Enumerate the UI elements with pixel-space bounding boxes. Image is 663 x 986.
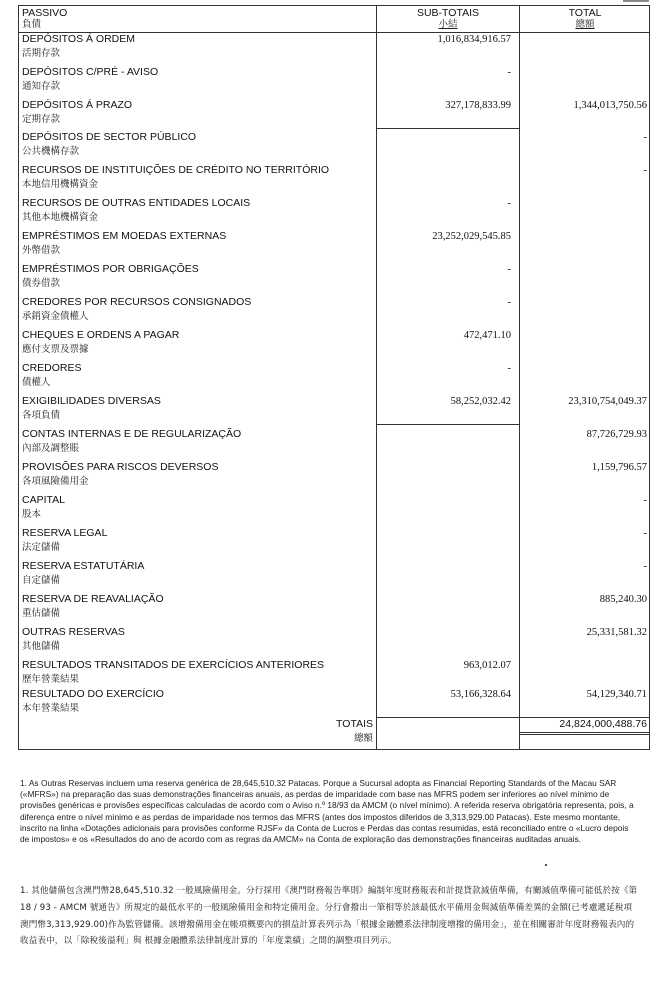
table-header bbox=[19, 6, 649, 33]
table-row bbox=[19, 427, 649, 460]
row-label-pt: RESERVA DE REAVALIAÇÃO bbox=[22, 593, 164, 605]
row-subtotal: - bbox=[507, 264, 511, 275]
table-row bbox=[19, 460, 649, 493]
row-label-zh: 自定儲備 bbox=[22, 575, 61, 586]
row-label-pt: RESERVA LEGAL bbox=[22, 527, 108, 539]
row-subtotal: - bbox=[507, 363, 511, 374]
row-label-pt: RECURSOS DE INSTITUIÇÕES DE CRÉDITO NO TERRITÓRIO bbox=[22, 164, 330, 176]
row-label-zh: 其他儲備 bbox=[22, 641, 61, 652]
table-row bbox=[19, 328, 649, 361]
table-row bbox=[19, 592, 649, 625]
row-label-zh: 通知存款 bbox=[22, 81, 61, 92]
subtotal-separator bbox=[376, 424, 520, 425]
row-label-zh: 各項風險備用金 bbox=[22, 476, 89, 487]
row-total: 1,344,013,750.56 bbox=[573, 100, 647, 111]
row-subtotal: 23,252,029,545.85 bbox=[432, 231, 511, 242]
table-row bbox=[19, 196, 649, 229]
row-label-zh: 法定儲備 bbox=[22, 542, 61, 553]
row-total: 87,726,729.93 bbox=[586, 429, 647, 440]
row-total: - bbox=[643, 528, 647, 539]
row-label-zh: 股本 bbox=[22, 509, 42, 520]
row-label-pt: EMPRÉSTIMOS EM MOEDAS EXTERNAS bbox=[22, 230, 227, 242]
row-subtotal: 1,016,834,916.57 bbox=[437, 34, 511, 45]
table-row bbox=[19, 32, 649, 65]
row-total: 23,310,754,049.37 bbox=[568, 396, 647, 407]
table-row bbox=[19, 559, 649, 592]
row-total: - bbox=[643, 132, 647, 143]
table-row bbox=[19, 687, 649, 720]
row-label-pt: RESERVA ESTATUTÁRIA bbox=[22, 560, 145, 572]
row-label-pt: DEPÓSITOS Á ORDEM bbox=[22, 33, 135, 45]
row-label-pt: DEPÓSITOS C/PRÉ - AVISO bbox=[22, 66, 159, 78]
row-label-pt: CREDORES bbox=[22, 362, 82, 374]
row-label-zh: 應付支票及票據 bbox=[22, 344, 89, 355]
row-label-pt: CAPITAL bbox=[22, 494, 65, 506]
row-label-pt: DEPÓSITOS Á PRAZO bbox=[22, 99, 133, 111]
totals-value: 24,824,000,488.76 bbox=[559, 718, 647, 730]
row-total: - bbox=[643, 165, 647, 176]
header-label bbox=[22, 7, 67, 31]
table-row bbox=[19, 130, 649, 163]
row-label-zh: 公共機構存款 bbox=[22, 146, 80, 157]
row-total: 54,129,340.71 bbox=[586, 689, 647, 700]
row-label-zh: 外幣借款 bbox=[22, 245, 61, 256]
row-label-pt: CONTAS INTERNAS E DE REGULARIZAÇÃO bbox=[22, 428, 242, 440]
row-label-pt: CREDORES POR RECURSOS CONSIGNADOS bbox=[22, 296, 252, 308]
row-label-pt: EMPRÉSTIMOS POR OBRIGAÇÕES bbox=[22, 263, 199, 275]
header-total bbox=[520, 7, 650, 31]
table-row bbox=[19, 625, 649, 658]
header-total-zh: 總額 bbox=[575, 19, 595, 30]
row-subtotal: 327,178,833.99 bbox=[445, 100, 511, 111]
row-subtotal: 963,012.07 bbox=[463, 660, 511, 671]
row-label-zh: 各項負債 bbox=[22, 410, 61, 421]
row-label-zh: 本地信用機構資金 bbox=[22, 179, 99, 190]
row-subtotal: 58,252,032.42 bbox=[450, 396, 511, 407]
row-label-pt: EXIGIBILIDADES DIVERSAS bbox=[22, 395, 161, 407]
row-total: 25,331,581.32 bbox=[586, 627, 647, 638]
header-subtotals-zh: 小結 bbox=[438, 19, 458, 30]
row-label-zh: 內部及調整賬 bbox=[22, 443, 80, 454]
footnote-zh: 1. 其他儲備包含澳門幣28,645,510.32 一般風險備用金。分行採用《澳門財務報告準則》編制年度財務報表和計提貸款減值準備，有關減值準備可能低於按《第18 / 93 - AMCM 號通告》所規定的最低水平的一般風險備用金和特定備用金。分行會撥出一筆相等於該最低水平備用金與減值準備差異的金額(已考慮遞延稅項澳門幣3,313,929.00)作為監管儲備。該增撥備用金在帳項概要內的損益計算表列示為「根據金融體系法律制度增撥的備用金」，並在相關審計年度財務報表內的收益表中，以「除稅後溢利」與 根據金融體系法律制度計算的「年度業績」之間的調整項目列示。 bbox=[20, 886, 638, 947]
row-label-zh: 本年營業結果 bbox=[22, 703, 80, 714]
row-label-pt: RECURSOS DE OUTRAS ENTIDADES LOCAIS bbox=[22, 197, 251, 209]
row-total: 885,240.30 bbox=[599, 594, 647, 605]
header-subtotals-pt: SUB-TOTAIS bbox=[416, 7, 480, 19]
row-label-pt: RESULTADO DO EXERCÍCIO bbox=[22, 688, 164, 700]
header-total-pt: TOTAL bbox=[568, 7, 602, 19]
row-label-pt: RESULTADOS TRANSITADOS DE EXERCÍCIOS ANTERIORES bbox=[22, 659, 325, 671]
row-subtotal: - bbox=[507, 297, 511, 308]
table-row bbox=[19, 493, 649, 526]
totals-label-zh: 總額 bbox=[353, 733, 373, 744]
scan-mark bbox=[623, 0, 649, 2]
row-label-zh: 重估儲備 bbox=[22, 608, 61, 619]
table-row bbox=[19, 394, 649, 427]
footnote-pt: 1. As Outras Reservas incluem uma reserva genérica de 28,645,510.32 Patacas. Porque a Sucursal adopta as Financial Reporting Standards of the Macau SAR («MFRS») na preparação das suas demonstrações financeiras anuais, as perdas de imparidade com base nas MFRS podem ser inferiores ao nível mínimo de provisões genéricas e provisões específicas calculadas de acordo com o Aviso n.º 18/93 da AMCM (o nível mínimo). A referida reserva obrigatória representa, pois, a diferença entre o nível mínimo e as perdas de imparidade nos termos das MFRS (antes dos impostos diferidos de 3,313,929.00 Patacas). Este mesmo montante, inscrito na linha «Dotações adicionais para provisões conforme RJSF» da Conta de Lucros e Perdas das contas resumidas, está reconciliado entre o «Lucro depois de impostos» e os «Resultados do ano de acordo com as regras da AMCM» na Conta de exploração das demonstrações financeiras auditadas anuais. bbox=[20, 778, 634, 845]
scan-speck bbox=[545, 864, 547, 866]
header-subtotals bbox=[377, 7, 519, 31]
row-subtotal: - bbox=[507, 67, 511, 78]
row-label-zh: 債權人 bbox=[22, 377, 51, 388]
table-row bbox=[19, 98, 649, 131]
row-label-zh: 債券借款 bbox=[22, 278, 61, 289]
row-total: - bbox=[643, 495, 647, 506]
row-label-pt: DEPÓSITOS DE SECTOR PÚBLICO bbox=[22, 131, 197, 143]
row-subtotal: 472,471.10 bbox=[463, 330, 511, 341]
row-subtotal: - bbox=[507, 198, 511, 209]
header-label-pt: PASSIVO bbox=[22, 7, 68, 19]
row-label-zh: 定期存款 bbox=[22, 114, 61, 125]
row-subtotal: 53,166,328.64 bbox=[450, 689, 511, 700]
table-row bbox=[19, 361, 649, 394]
table-row bbox=[19, 295, 649, 328]
row-label-pt: PROVISÕES PARA RISCOS DEVERSOS bbox=[22, 461, 219, 473]
row-label-zh: 活期存款 bbox=[22, 48, 61, 59]
table-row bbox=[19, 65, 649, 98]
table-row bbox=[19, 262, 649, 295]
row-total: - bbox=[643, 561, 647, 572]
subtotal-separator bbox=[376, 128, 520, 129]
row-label-zh: 歷年營業結果 bbox=[22, 674, 80, 685]
totals-row bbox=[19, 718, 649, 750]
header-label-zh: 負債 bbox=[22, 19, 42, 30]
row-label-pt: OUTRAS RESERVAS bbox=[22, 626, 125, 638]
balance-sheet-liabilities-table bbox=[18, 5, 650, 750]
table-row bbox=[19, 229, 649, 262]
row-label-zh: 其他本地機構資金 bbox=[22, 212, 99, 223]
row-label-pt: CHEQUES E ORDENS A PAGAR bbox=[22, 329, 180, 341]
table-row bbox=[19, 163, 649, 196]
row-label-zh: 承銷資金債權人 bbox=[22, 311, 89, 322]
table-row bbox=[19, 526, 649, 559]
row-total: 1,159,796.57 bbox=[591, 462, 647, 473]
totals-label-pt: TOTAIS bbox=[336, 718, 373, 730]
